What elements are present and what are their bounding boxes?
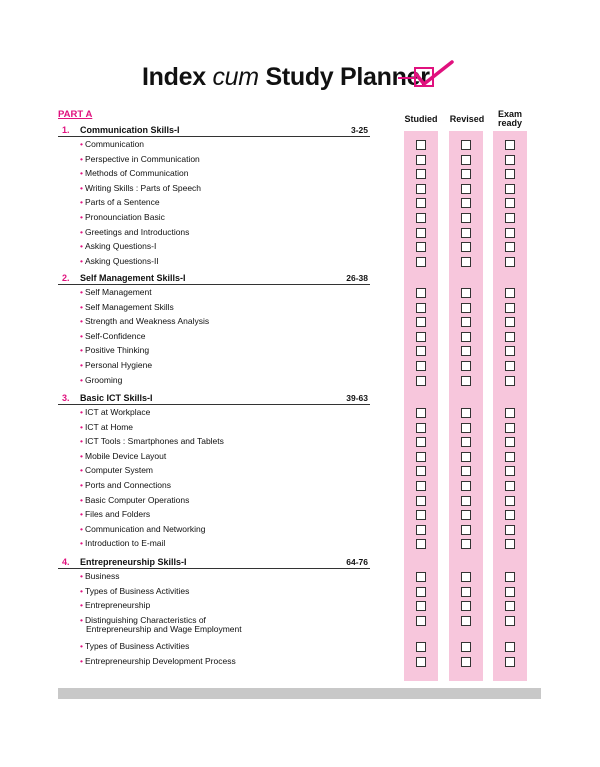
topic-label: Parts of a Sentence — [84, 197, 160, 208]
revised-checkbox[interactable] — [461, 452, 471, 462]
exam-ready-checkbox[interactable] — [505, 510, 515, 520]
bullet-icon: • — [80, 226, 83, 237]
revised-checkbox[interactable] — [461, 466, 471, 476]
topic-item — [80, 227, 189, 238]
exam-ready-checkbox[interactable] — [505, 169, 515, 179]
topic-label: Business — [84, 571, 120, 581]
topic-label: Asking Questions-II — [84, 255, 159, 266]
revised-checkbox[interactable] — [461, 587, 471, 597]
revised-checkbox[interactable] — [461, 496, 471, 506]
revised-checkbox[interactable] — [461, 346, 471, 356]
topic-label: Self-Confidence — [84, 330, 146, 341]
topic-item — [80, 451, 166, 462]
topic-item — [80, 600, 150, 611]
revised-checkbox[interactable] — [461, 510, 471, 520]
section-number: 1. — [62, 125, 70, 135]
bullet-icon: • — [80, 330, 83, 341]
topic-label: ICT at Workplace — [84, 407, 151, 417]
studied-checkbox[interactable] — [416, 437, 426, 447]
topic-label: Personal Hygiene — [84, 360, 153, 370]
bullet-icon: • — [80, 480, 83, 490]
revised-checkbox[interactable] — [461, 361, 471, 371]
topic-label: Mobile Device Layout — [84, 450, 167, 461]
bullet-icon: • — [80, 360, 83, 370]
exam-ready-checkbox[interactable] — [505, 572, 515, 582]
revised-checkbox[interactable] — [461, 169, 471, 179]
exam-ready-checkbox[interactable] — [505, 539, 515, 549]
studied-checkbox[interactable] — [416, 423, 426, 433]
exam-ready-checkbox[interactable] — [505, 525, 515, 535]
topic-label: Files and Folders — [84, 509, 151, 520]
exam-ready-checkbox[interactable] — [505, 642, 515, 652]
topic-label: Methods of Communication — [84, 168, 189, 179]
bullet-icon: • — [80, 571, 83, 581]
exam-ready-checkbox[interactable] — [505, 452, 515, 462]
topic-label: Pronounciation Basic — [84, 212, 165, 222]
topic-label: Entrepreneurship Development Process — [84, 655, 236, 666]
topic-item — [80, 641, 189, 652]
exam-ready-checkbox[interactable] — [505, 242, 515, 252]
topic-label: Self Management Skills — [84, 301, 174, 312]
revised-checkbox[interactable] — [461, 228, 471, 238]
section-number: 4. — [62, 557, 70, 567]
studied-checkbox[interactable] — [416, 587, 426, 597]
topic-item — [80, 316, 209, 327]
revised-checkbox[interactable] — [461, 155, 471, 165]
exam-ready-checkbox[interactable] — [505, 288, 515, 298]
topic-item — [80, 538, 165, 549]
topic-label: Strength and Weakness Analysis — [84, 316, 210, 327]
topic-item — [80, 197, 160, 208]
studied-checkbox[interactable] — [416, 408, 426, 418]
bullet-icon: • — [80, 523, 83, 534]
studied-checkbox[interactable] — [416, 317, 426, 327]
studied-checkbox[interactable] — [416, 184, 426, 194]
exam-ready-checkbox[interactable] — [505, 376, 515, 386]
studied-checkbox[interactable] — [416, 361, 426, 371]
revised-checkbox[interactable] — [461, 525, 471, 535]
topic-item — [80, 422, 133, 433]
topic-item — [80, 509, 150, 520]
bullet-icon: • — [80, 407, 83, 417]
topic-label: Grooming — [84, 374, 123, 385]
bullet-icon: • — [80, 465, 83, 476]
section-title: Entrepreneurship Skills-I — [80, 557, 187, 567]
section-title: Self Management Skills-I — [80, 273, 186, 283]
studied-checkbox[interactable] — [416, 510, 426, 520]
studied-checkbox[interactable] — [416, 466, 426, 476]
studied-checkbox[interactable] — [416, 481, 426, 491]
bullet-icon: • — [80, 255, 83, 266]
topic-item — [80, 407, 150, 418]
exam-ready-checkbox[interactable] — [505, 346, 515, 356]
revised-checkbox[interactable] — [461, 303, 471, 313]
topic-item — [80, 524, 205, 535]
page-title: Index cum Study Planner — [142, 63, 430, 91]
topic-item — [80, 168, 188, 179]
topic-item — [80, 241, 156, 252]
bullet-icon: • — [80, 301, 83, 312]
studied-checkbox[interactable] — [416, 642, 426, 652]
exam-ready-checkbox[interactable] — [505, 213, 515, 223]
revised-checkbox[interactable] — [461, 332, 471, 342]
studied-column-header: Studied — [404, 114, 438, 124]
topic-label: Communication and Networking — [84, 523, 206, 534]
section-underline — [58, 284, 370, 285]
section-pages: 26-38 — [346, 273, 368, 283]
topic-label: Greetings and Introductions — [84, 226, 190, 237]
exam-ready-checkbox[interactable] — [505, 466, 515, 476]
studied-checkbox[interactable] — [416, 140, 426, 150]
exam-ready-checkbox[interactable] — [505, 140, 515, 150]
section-underline — [58, 136, 370, 137]
studied-checkbox[interactable] — [416, 332, 426, 342]
exam-ready-checkbox[interactable] — [505, 332, 515, 342]
topic-item — [80, 656, 236, 667]
topic-label: Communication — [84, 139, 145, 149]
studied-checkbox[interactable] — [416, 376, 426, 386]
topic-label: Positive Thinking — [84, 345, 150, 356]
exam-ready-checkbox[interactable] — [505, 496, 515, 506]
revised-checkbox[interactable] — [461, 408, 471, 418]
revised-column-header: Revised — [449, 114, 485, 124]
revised-checkbox[interactable] — [461, 642, 471, 652]
revised-checkbox[interactable] — [461, 376, 471, 386]
studied-checkbox[interactable] — [416, 213, 426, 223]
exam-ready-checkbox[interactable] — [505, 601, 515, 611]
studied-checkbox[interactable] — [416, 155, 426, 165]
exam-ready-checkbox[interactable] — [505, 408, 515, 418]
section-title: Basic ICT Skills-I — [80, 393, 153, 403]
bullet-icon: • — [80, 212, 83, 222]
topic-label: Writing Skills : Parts of Speech — [84, 182, 202, 193]
topic-item — [80, 331, 145, 342]
topic-label: Entrepreneurship and Wage Employment — [86, 623, 242, 634]
studied-checkbox[interactable] — [416, 288, 426, 298]
topic-item — [80, 302, 174, 313]
exam-ready-checkbox[interactable] — [505, 257, 515, 267]
bullet-icon: • — [80, 139, 83, 149]
revised-checkbox[interactable] — [461, 481, 471, 491]
topic-item — [80, 375, 122, 386]
topic-item — [80, 586, 189, 597]
exam-ready-checkbox[interactable] — [505, 303, 515, 313]
part-label: PART A — [58, 109, 93, 120]
topic-label: Ports and Connections — [84, 480, 171, 490]
exam-ready-checkbox[interactable] — [505, 198, 515, 208]
exam-ready-checkbox[interactable] — [505, 437, 515, 447]
bullet-icon: • — [80, 287, 83, 297]
section-pages: 3-25 — [350, 125, 368, 135]
revised-checkbox[interactable] — [461, 184, 471, 194]
revised-checkbox[interactable] — [461, 288, 471, 298]
bullet-icon: • — [80, 436, 83, 447]
studied-checkbox[interactable] — [416, 657, 426, 667]
topic-label: Asking Questions-I — [84, 241, 157, 252]
revised-checkbox[interactable] — [461, 423, 471, 433]
topic-item — [80, 287, 152, 298]
topic-label: Introduction to E-mail — [84, 538, 166, 549]
footer-bar — [58, 688, 541, 699]
bullet-icon: • — [80, 600, 83, 611]
bullet-icon: • — [80, 494, 83, 505]
revised-checkbox[interactable] — [461, 572, 471, 582]
bullet-icon: • — [80, 168, 83, 179]
revised-checkbox[interactable] — [461, 539, 471, 549]
studied-checkbox[interactable] — [416, 198, 426, 208]
exam-ready-checkbox[interactable] — [505, 155, 515, 165]
topic-item — [86, 624, 242, 635]
bullet-icon: • — [80, 614, 83, 625]
revised-checkbox[interactable] — [461, 213, 471, 223]
section-title: Communication Skills-I — [80, 125, 180, 135]
topic-item — [80, 212, 165, 223]
bullet-icon: • — [80, 585, 83, 596]
topic-label: Self Management — [84, 287, 152, 297]
checkmark-logo-icon — [396, 58, 456, 94]
exam-ready-checkbox[interactable] — [505, 228, 515, 238]
topic-item — [80, 345, 149, 356]
topic-item — [80, 436, 224, 447]
topic-label: Types of Business Activities — [84, 641, 190, 651]
studied-checkbox[interactable] — [416, 303, 426, 313]
topic-label: Basic Computer Operations — [84, 494, 190, 505]
bullet-icon: • — [80, 421, 83, 432]
bullet-icon: • — [80, 374, 83, 385]
section-number: 2. — [62, 273, 70, 283]
topic-label: ICT at Home — [84, 421, 134, 432]
bullet-icon: • — [80, 655, 83, 666]
exam-ready-checkbox[interactable] — [505, 481, 515, 491]
exam-ready-checkbox[interactable] — [505, 587, 515, 597]
revised-checkbox[interactable] — [461, 317, 471, 327]
topic-item — [80, 571, 119, 582]
section-pages: 64-76 — [346, 557, 368, 567]
revised-checkbox[interactable] — [461, 140, 471, 150]
topic-label: Computer System — [84, 465, 154, 476]
studied-checkbox[interactable] — [416, 346, 426, 356]
revised-checkbox[interactable] — [461, 257, 471, 267]
studied-checkbox[interactable] — [416, 496, 426, 506]
studied-checkbox[interactable] — [416, 257, 426, 267]
revised-checkbox[interactable] — [461, 616, 471, 626]
bullet-icon: • — [80, 197, 83, 208]
bullet-icon: • — [80, 241, 83, 252]
revised-checkbox[interactable] — [461, 242, 471, 252]
topic-item — [80, 139, 144, 150]
studied-checkbox[interactable] — [416, 228, 426, 238]
bullet-icon: • — [80, 316, 83, 327]
bullet-icon: • — [80, 345, 83, 356]
studied-checkbox[interactable] — [416, 242, 426, 252]
studied-checkbox[interactable] — [416, 539, 426, 549]
bullet-icon: • — [80, 641, 83, 651]
exam-ready-checkbox[interactable] — [505, 657, 515, 667]
studied-checkbox[interactable] — [416, 572, 426, 582]
topic-label: Distinguishing Characteristics of — [84, 614, 206, 625]
exam-ready-checkbox[interactable] — [505, 184, 515, 194]
topic-item — [80, 154, 200, 165]
revised-checkbox[interactable] — [461, 601, 471, 611]
topic-label: ICT Tools : Smartphones and Tablets — [84, 436, 224, 447]
section-underline — [58, 404, 370, 405]
topic-item — [80, 256, 159, 267]
exam-ready-checkbox[interactable] — [505, 423, 515, 433]
section-underline — [58, 568, 370, 569]
bullet-icon: • — [80, 538, 83, 549]
studied-checkbox[interactable] — [416, 169, 426, 179]
exam-ready-column-header: Exam ready — [497, 109, 523, 128]
studied-checkbox[interactable] — [416, 525, 426, 535]
studied-checkbox[interactable] — [416, 452, 426, 462]
topic-item — [80, 465, 153, 476]
revised-checkbox[interactable] — [461, 437, 471, 447]
revised-checkbox[interactable] — [461, 657, 471, 667]
section-number: 3. — [62, 393, 70, 403]
studied-checkbox[interactable] — [416, 601, 426, 611]
exam-ready-checkbox[interactable] — [505, 361, 515, 371]
bullet-icon: • — [80, 182, 83, 193]
topic-item — [80, 495, 189, 506]
topic-label: Entrepreneurship — [84, 600, 151, 611]
revised-checkbox[interactable] — [461, 198, 471, 208]
bullet-icon: • — [80, 153, 83, 164]
studied-checkbox[interactable] — [416, 616, 426, 626]
topic-item — [80, 360, 152, 371]
bullet-icon: • — [80, 509, 83, 520]
exam-ready-checkbox[interactable] — [505, 317, 515, 327]
topic-label: Perspective in Communication — [84, 153, 200, 164]
section-pages: 39-63 — [346, 393, 368, 403]
bullet-icon: • — [80, 450, 83, 461]
exam-ready-checkbox[interactable] — [505, 616, 515, 626]
topic-item — [80, 183, 201, 194]
topic-item — [80, 480, 171, 491]
topic-label: Types of Business Activities — [84, 585, 190, 596]
